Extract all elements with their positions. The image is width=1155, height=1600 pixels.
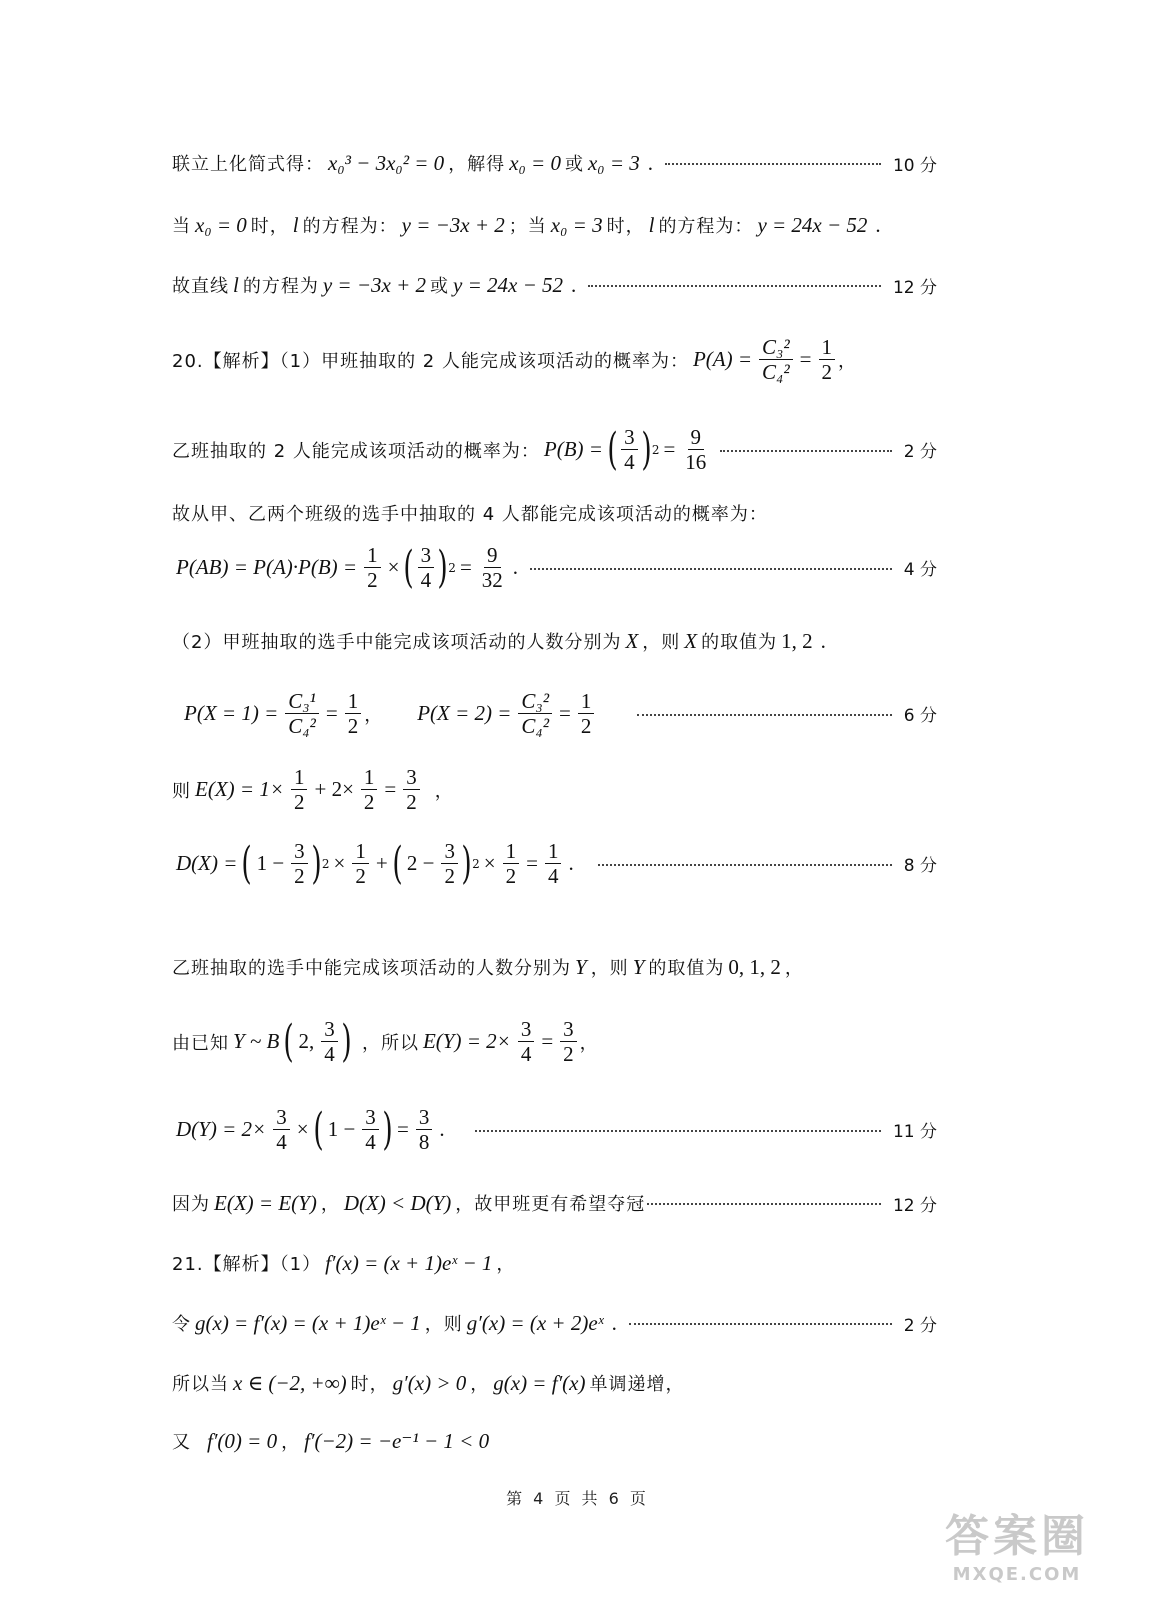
- text: ，则: [590, 958, 629, 979]
- numerator: 3: [362, 1106, 379, 1130]
- variable: Y: [632, 954, 645, 979]
- variable: Y: [575, 954, 587, 979]
- denominator: 4: [276, 1130, 287, 1154]
- equation: P(X = 2) =: [417, 701, 512, 726]
- fraction: [285, 690, 319, 737]
- exponent: 2: [448, 560, 456, 575]
- fraction: [291, 766, 308, 813]
- text: .: [611, 1310, 617, 1335]
- numerator: 9: [484, 544, 501, 568]
- paren: (: [392, 838, 403, 889]
- paren: ): [461, 838, 472, 889]
- numerator: 3: [403, 766, 420, 790]
- score-label: 4 分: [903, 560, 937, 580]
- leader-dots: [598, 862, 892, 866]
- leader-dots: [665, 161, 881, 165]
- equation: g(x) = f′(x) = (x + 1)eˣ − 1: [195, 1310, 421, 1335]
- equation: y = −3x + 2: [322, 272, 426, 297]
- text: .: [647, 150, 654, 175]
- fraction: [352, 840, 369, 887]
- text: +: [375, 851, 388, 875]
- text: ，: [784, 958, 804, 979]
- text: + 2×: [314, 777, 354, 802]
- variable: X: [684, 628, 698, 653]
- text: =: [559, 701, 571, 726]
- fraction: [503, 840, 520, 887]
- numerator: C₃²: [518, 690, 552, 714]
- text: 1 −: [256, 851, 285, 875]
- text: 的方程为: [242, 276, 319, 297]
- text: =: [384, 777, 397, 802]
- paren: (: [403, 542, 415, 593]
- text: =: [459, 555, 472, 579]
- fraction: [273, 1106, 290, 1153]
- denominator: 2: [293, 790, 305, 815]
- denominator: 2: [347, 714, 359, 739]
- score-label: 10 分: [892, 155, 937, 176]
- text: 则: [172, 780, 191, 802]
- paren: ): [641, 424, 652, 475]
- fraction: [418, 544, 435, 591]
- denominator: C₄²: [288, 714, 316, 739]
- numerator: 3: [441, 840, 458, 864]
- text: =: [663, 437, 676, 461]
- paren: ): [311, 838, 322, 889]
- denominator: 2: [563, 1042, 574, 1066]
- values: 1, 2: [781, 628, 813, 653]
- text: ，则: [424, 1314, 463, 1335]
- denominator: 2: [363, 790, 375, 815]
- denominator: 32: [481, 568, 503, 592]
- numerator: 3: [291, 840, 308, 864]
- numerator: 3: [416, 1106, 433, 1130]
- equation: D(X) < D(Y): [343, 1190, 452, 1215]
- numerator: 1: [364, 544, 381, 568]
- denominator: 4: [547, 864, 559, 888]
- score-label: 2 分: [903, 442, 937, 462]
- text: 故从甲、乙两个班级的选手中抽取的 4 人都能完成该项活动的概率为：: [172, 504, 768, 525]
- text: ×: [483, 851, 496, 875]
- fraction: [545, 840, 562, 887]
- text: ，: [838, 350, 857, 372]
- line-l-equations: [172, 212, 937, 238]
- text: 的取值为: [701, 632, 778, 653]
- leader-dots: [647, 1201, 881, 1205]
- denominator: 2: [444, 864, 455, 888]
- exponent: 2: [651, 442, 660, 457]
- denominator: C₄²: [521, 714, 550, 739]
- equation: f′(0) = 0: [207, 1428, 278, 1453]
- text: ，: [470, 1374, 490, 1395]
- fraction: [560, 1018, 577, 1065]
- page-number: 第 4 页 共 6 页: [506, 1489, 649, 1508]
- text: 当: [172, 216, 191, 237]
- line-20-10: [172, 1016, 937, 1067]
- text: =: [396, 1117, 409, 1141]
- text: 单调递增，: [589, 1374, 685, 1395]
- text: ，: [496, 1254, 516, 1275]
- fraction: [291, 840, 308, 887]
- line-21-3: [172, 1370, 937, 1396]
- text: ；当: [508, 216, 547, 237]
- denominator: C₄²: [762, 360, 790, 385]
- leader-dots: [588, 283, 881, 287]
- text: 的方程为：: [658, 216, 754, 237]
- denominator: 4: [624, 450, 635, 474]
- text: =: [799, 347, 812, 372]
- variable: l: [292, 212, 299, 237]
- fraction: [403, 766, 420, 813]
- line-20-1: [172, 336, 937, 383]
- equation: P(X = 1) =: [184, 701, 279, 726]
- numerator: 3: [518, 1018, 535, 1042]
- line-20-4: [172, 542, 937, 593]
- variable: l: [233, 272, 239, 297]
- equation: x₀ = 3: [550, 212, 603, 237]
- line-20-11: [172, 1104, 937, 1155]
- score-label: 11 分: [892, 1122, 937, 1142]
- fraction: [441, 840, 458, 887]
- text: 故直线: [172, 276, 229, 297]
- leader-dots: [629, 1321, 892, 1325]
- paren: (: [241, 838, 253, 889]
- text: 2,: [298, 1029, 315, 1053]
- numerator: 1: [545, 840, 562, 864]
- denominator: 8: [418, 1130, 430, 1154]
- fraction: [518, 1018, 535, 1065]
- exponent: 2: [472, 856, 480, 871]
- variable: l: [648, 212, 655, 237]
- watermark-logo: [927, 1500, 1107, 1588]
- leader-dots: [637, 712, 891, 716]
- text: ×: [333, 851, 346, 875]
- equation: f′(x) = (x + 1)eˣ − 1: [325, 1250, 493, 1275]
- text: 时，: [350, 1374, 389, 1395]
- fraction: [578, 690, 595, 737]
- text: 因为: [172, 1194, 210, 1215]
- text: 或: [430, 276, 449, 297]
- fraction: [361, 766, 378, 813]
- text: =: [541, 1029, 554, 1053]
- line-20-3: [172, 500, 937, 526]
- score-label: 2 分: [903, 1315, 937, 1336]
- numerator: 3: [273, 1106, 290, 1130]
- equation: y = −3x + 2: [401, 212, 505, 237]
- text: （2）甲班抽取的选手中能完成该项活动的人数分别为: [172, 632, 622, 653]
- equation: x₀ = 0: [509, 150, 561, 175]
- numerator: 1: [578, 690, 595, 714]
- paren: (: [283, 1016, 295, 1067]
- numerator: 9: [688, 426, 705, 450]
- paren: ): [382, 1104, 393, 1155]
- numerator: 3: [418, 544, 435, 568]
- text: ，则: [642, 632, 681, 653]
- equation: E(X) = E(Y): [214, 1190, 317, 1215]
- text: ，: [364, 704, 384, 726]
- denominator: 4: [324, 1042, 335, 1066]
- line-20-8: [172, 838, 937, 889]
- fraction: [759, 336, 793, 383]
- score-label: 12 分: [892, 1195, 937, 1216]
- equation: g(x) = f′(x): [493, 1370, 586, 1395]
- equation: x₀³ − 3x₀² = 0: [328, 150, 445, 175]
- equation: E(X) = 1×: [195, 777, 284, 802]
- values: 0, 1, 2: [728, 954, 781, 979]
- text: .: [820, 628, 826, 653]
- equation: P(AB) = P(A)·P(B) =: [176, 555, 358, 579]
- watermark-url: MXQE.COM: [952, 1564, 1082, 1585]
- numerator: C₃¹: [285, 690, 319, 714]
- line-21-1: [172, 1250, 937, 1276]
- text: .: [439, 1117, 445, 1141]
- line-10: [172, 150, 937, 176]
- fraction: [321, 1018, 338, 1065]
- fraction: [362, 1106, 379, 1153]
- text: 1 −: [327, 1117, 356, 1141]
- equation: y = 24x − 52: [453, 272, 563, 297]
- numerator: 3: [621, 426, 638, 450]
- exponent: 2: [321, 856, 330, 871]
- text: ，故甲班更有希望夺冠: [455, 1194, 646, 1215]
- denominator: 4: [365, 1130, 376, 1154]
- fraction: [682, 426, 709, 473]
- question-heading: 20.【解析】（1）甲班抽取的 2 人能完成该项活动的概率为：: [172, 350, 689, 372]
- line-21-2: [172, 1310, 937, 1336]
- fraction: [479, 544, 506, 591]
- line-20-5: [172, 628, 937, 654]
- fraction: [621, 426, 638, 473]
- equation: Y ~ B: [233, 1029, 280, 1053]
- score-label: 6 分: [903, 706, 937, 727]
- equation: D(X) =: [176, 851, 238, 875]
- question-heading: 21.【解析】（1）: [172, 1254, 322, 1275]
- numerator: 1: [503, 840, 520, 864]
- numerator: 3: [321, 1018, 338, 1042]
- numerator: 1: [352, 840, 369, 864]
- text: ，所以: [361, 1032, 419, 1054]
- text: ，解得: [448, 154, 506, 175]
- equation: P(A) =: [692, 347, 753, 372]
- equation: P(B) =: [543, 437, 603, 461]
- text: ×: [296, 1117, 309, 1141]
- numerator: 1: [361, 766, 378, 790]
- equation: x₀ = 0: [195, 212, 247, 237]
- paren: (: [607, 424, 618, 475]
- line-20-6: [172, 690, 937, 737]
- text: 联立上化简式得：: [172, 154, 324, 175]
- line-20-12: [172, 1190, 937, 1216]
- text: 或: [564, 154, 584, 175]
- denominator: 2: [821, 360, 832, 385]
- fraction: [416, 1106, 433, 1153]
- text: ，: [434, 780, 454, 802]
- line-20-9: [172, 954, 937, 980]
- denominator: 2: [367, 568, 378, 592]
- fraction: [345, 690, 362, 737]
- text: 由已知: [172, 1032, 229, 1054]
- text: .: [512, 555, 519, 579]
- paren: (: [312, 1104, 324, 1155]
- text: .: [568, 851, 574, 875]
- denominator: 2: [355, 864, 366, 888]
- line-20-7: [172, 766, 937, 813]
- denominator: 4: [420, 568, 432, 592]
- text: .: [570, 272, 577, 297]
- text: 的方程为：: [302, 216, 398, 237]
- text: ，: [320, 1194, 340, 1215]
- denominator: 16: [685, 450, 707, 474]
- watermark-title: 答案圈: [945, 1511, 1089, 1562]
- equation: f′(−2) = −e⁻¹ − 1 < 0: [304, 1428, 490, 1453]
- leader-dots: [475, 1128, 881, 1132]
- text: =: [325, 701, 338, 726]
- text: .: [875, 212, 881, 237]
- equation: g′(x) = (x + 2)eˣ: [466, 1310, 604, 1335]
- leader-dots: [530, 566, 892, 570]
- text: ，: [281, 1432, 301, 1453]
- numerator: 1: [819, 336, 836, 360]
- text: 令: [172, 1314, 191, 1335]
- denominator: 2: [294, 864, 305, 888]
- text: =: [526, 851, 538, 875]
- text: 的取值为: [648, 958, 725, 979]
- text: ×: [387, 555, 400, 579]
- equation: E(Y) = 2×: [422, 1029, 511, 1053]
- equation: y = 24x − 52: [757, 212, 868, 237]
- text: 2 −: [406, 851, 435, 875]
- text: 时，: [606, 216, 645, 237]
- denominator: 2: [505, 864, 517, 888]
- denominator: 4: [520, 1042, 532, 1066]
- score-label: 12 分: [892, 277, 937, 298]
- line-12a: [172, 272, 937, 298]
- denominator: 2: [580, 714, 592, 739]
- text: ，: [579, 1032, 599, 1054]
- numerator: 1: [291, 766, 308, 790]
- equation: g′(x) > 0: [392, 1370, 467, 1395]
- text: 又: [172, 1432, 191, 1453]
- denominator: 2: [406, 790, 417, 815]
- variable: X: [625, 628, 639, 653]
- score-label: 8 分: [903, 856, 937, 876]
- line-20-2: [172, 424, 937, 475]
- text: 时，: [250, 216, 289, 237]
- paren: ): [341, 1016, 352, 1067]
- text: 乙班抽取的 2 人能完成该项活动的概率为：: [172, 440, 540, 462]
- numerator: 1: [345, 690, 362, 714]
- leader-dots: [720, 448, 891, 452]
- fraction: [518, 690, 552, 737]
- equation: x ∈ (−2, +∞): [233, 1370, 347, 1395]
- numerator: 3: [560, 1018, 577, 1042]
- numerator: C₃²: [759, 336, 793, 360]
- paren: ): [437, 542, 448, 593]
- equation: D(Y) = 2×: [176, 1117, 267, 1141]
- fraction: [364, 544, 381, 591]
- text: 所以当: [172, 1374, 229, 1395]
- fraction: [819, 336, 836, 383]
- text: 乙班抽取的选手中能完成该项活动的人数分别为: [172, 958, 571, 979]
- equation: x₀ = 3: [587, 150, 640, 175]
- line-21-4: [172, 1428, 937, 1454]
